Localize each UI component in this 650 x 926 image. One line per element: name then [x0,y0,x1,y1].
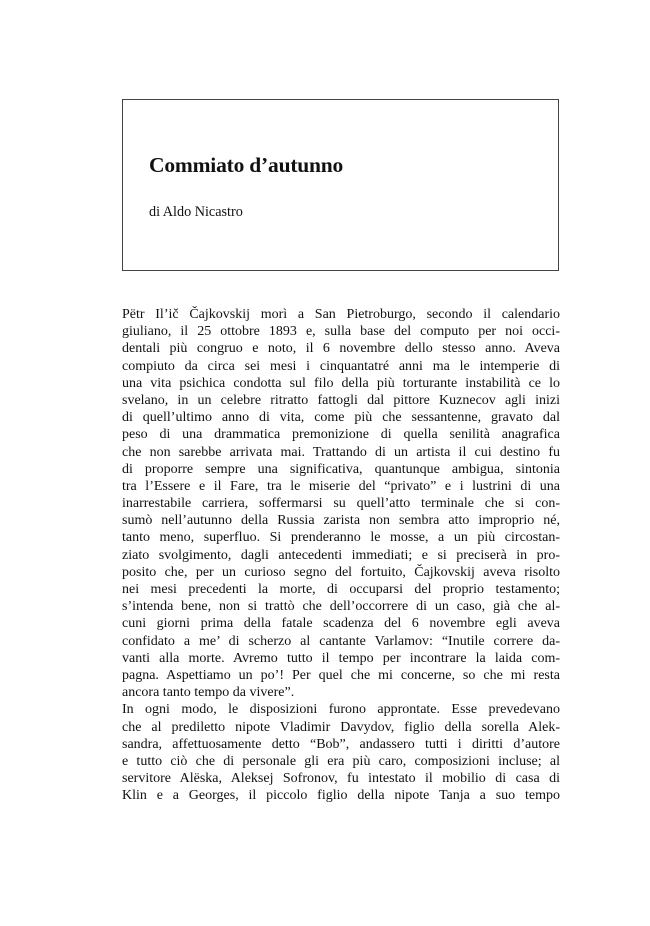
body-text [122,306,560,804]
text-line: e tutto ciò che di personale gli era più caro, composizioni incluse; al [122,753,560,769]
text-line: giuliano, il 25 ottobre 1893 e, sulla base del computo per noi occi- [122,324,560,340]
text-line: che al prediletto nipote Vladimir Davydov, figlio della sorella Alek- [122,719,560,735]
text-line: vanti alla morte. Avremo tutto il tempo per incontrare la laida com- [122,650,560,666]
text-line: In ogni modo, le disposizioni furono approntate. Esse prevedevano [122,702,560,718]
text-line: Klin e a Georges, il piccolo figlio della nipote Tanja a suo tempo [122,788,560,804]
text-line: dentali più congruo e noto, il 6 novembre dello stesso anno. Aveva [122,341,560,357]
paragraph-2 [122,701,560,804]
text-line: servitore Alëska, Aleksej Sofronov, fu intestato il mobilio di casa di [122,771,560,787]
text-line: tanto meno, superfluo. Si prenderanno le mosse, a un più circostan- [122,530,560,546]
text-line: pagna. Aspettiamo un po’! Per quel che mi concerne, so che mi resta [122,667,560,683]
text-line: ancora tanto tempo da vivere”. [122,685,295,701]
text-line: inarrestabile carriera, soffermarsi su quell’atto terminale che si con- [122,496,560,512]
text-line: posito che, per un curioso segno del fortuito, Čajkovskij aveva risolto [122,564,560,580]
text-line: ziato svolgimento, dagli antecedenti immediati; e si preciserà in pro- [122,547,560,563]
text-line: sumò nell’autunno della Russia zarista non sembra atto improprio né, [122,513,560,529]
text-line: tra l’Essere e il Fare, tra le miserie del “privato” e i lustrini di una [122,478,560,494]
text-line: una vita psichica condotta sul filo della più torturante instabilità ce lo [122,375,560,391]
text-line: cuni giorni prima della fatale scadenza del 6 novembre egli aveva [122,616,560,632]
text-line: peso di una drammatica premonizione di quella senilità anagrafica [122,427,560,443]
text-line: di proporre sempre una significativa, quantunque ambigua, sintonia [122,461,560,477]
title-box [122,99,559,271]
text-line: sandra, affettuosamente detto “Bob”, andassero tutti i diritti d’autore [122,736,560,752]
paragraph-1 [122,306,560,701]
text-line: di quell’ultimo anno di vita, come più che sessantenne, gravato dal [122,410,560,426]
text-line: Pëtr Il’ič Čajkovskij morì a San Pietroburgo, secondo il calendario [122,307,560,322]
chapter-author: di Aldo Nicastro [149,204,243,220]
text-line: svelano, in un celebre ritratto fattogli dal pittore Kuznecov agli inizi [122,392,560,408]
text-line: s’intenda bene, non si trattò che dell’occorrere di un caso, già che al- [122,599,560,615]
text-line: nei mesi precedenti la morte, di occuparsi del proprio testamento; [122,582,560,597]
text-line: che non sarebbe arrivata mai. Trattando di un artista il cui destino fu [122,444,560,460]
text-line: compiuto da circa sei mesi i cinquantatré anni ma le intemperie di [122,358,560,374]
text-line: confidato a me’ di scherzo al cantante Varlamov: “Inutile correre da- [122,633,560,649]
chapter-title: Commiato d’autunno [149,153,344,177]
